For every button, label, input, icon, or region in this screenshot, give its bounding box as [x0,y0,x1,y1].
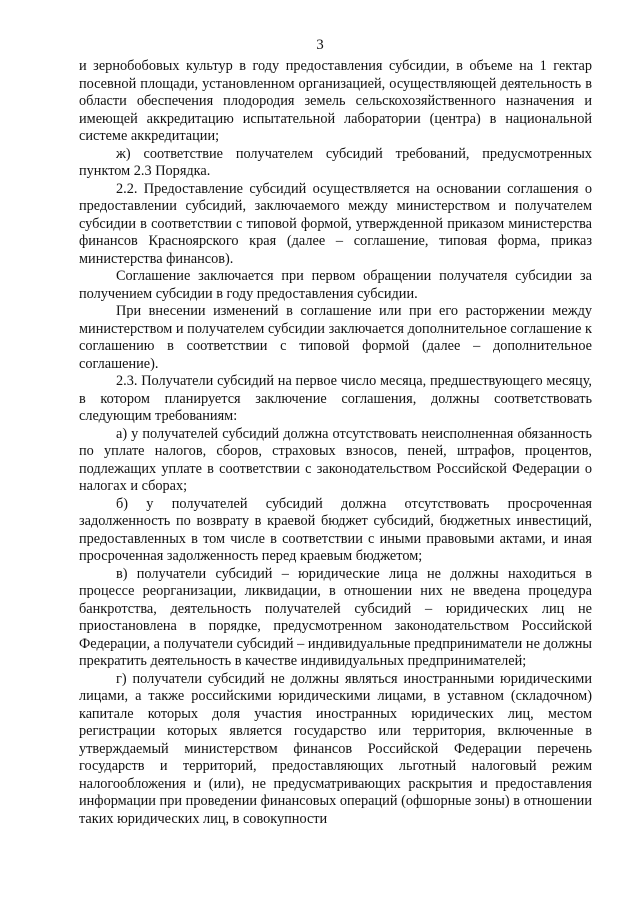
paragraph-additional-agreement: При внесении изменений в соглашение или при его расторжении между министерством и получателем субсидии заключается дополнительное соглашение к соглашению в соответствии с типовой формой (далее – дополнительное соглашение). [79,303,592,372]
page-number: 3 [316,37,324,53]
paragraph-agreement: Соглашение заключается при первом обращении получателя субсидии за получением субсидии в году предоставления субсидии. [79,268,592,302]
paragraph-2-3: 2.3. Получатели субсидий на первое число месяца, предшествующего месяцу, в котором планируется заключение соглашения, должны соответствовать следующим требованиям: [79,373,592,424]
paragraph-2-2: 2.2. Предоставление субсидий осуществляется на основании соглашения о предоставлении субсидий, заключаемого между министерством и получателем субсидии в соответствии с типовой формой, утвержденной приказом министерства финансов Красноярского края (далее – соглашение, типовая форма, приказ министерства финансов). [79,180,592,267]
paragraph-item-zh: ж) соответствие получателем субсидий требований, предусмотренных пунктом 2.3 Порядка. [79,145,592,179]
paragraph-item-v: в) получатели субсидий – юридические лица не должны находиться в процессе реорганизации, ликвидации, в отношении них не введена процедура банкротства, деятельность получателей субсидий – юридических лиц не приостановлена в порядке, предусмотренном законодательством Российской Федерации, а получатели субсидий – индивидуальные предприниматели не должны прекратить деятельность в качестве индивидуальных предпринимателей; [79,565,592,669]
paragraph-continuation: и зернобобовых культур в году предоставления субсидии, в объеме на 1 гектар посевной площади, установленном организацией, осуществляющей деятельность в области обеспечения плодородия земель сельскохозяйственного назначения и имеющей аккредитацию испытательной лаборатории (центра) в национальной системе аккредитации; [79,58,592,144]
paragraph-item-g: г) получатели субсидий не должны являться иностранными юридическими лицами, а также российскими юридическими лицами, в уставном (складочном) капитале которых доля участия иностранных юридических лиц, местом регистрации которых является государство или территория, включенные в утверждаемый министерством финансов Российской Федерации перечень государств и территорий, предоставляющих льготный налоговый режим налогообложения и (или), не предусматривающих раскрытия и предоставления информации при проведении финансовых операций (офшорные зоны) в отношении таких юридических лиц, в совокупности [79,670,592,827]
paragraph-item-b: б) у получателей субсидий должна отсутствовать просроченная задолженность по возврату в краевой бюджет субсидий, бюджетных инвестиций, предоставленных в том числе в соответствии с иными правовыми актами, и иная просроченная задолженность перед краевым бюджетом; [79,495,592,564]
document-body [79,58,592,828]
paragraph-item-a: а) у получателей субсидий должна отсутствовать неисполненная обязанность по уплате налогов, сборов, страховых взносов, пеней, штрафов, процентов, подлежащих уплате в соответствии с законодательством Российской Федерации о налогах и сборах; [79,425,592,494]
